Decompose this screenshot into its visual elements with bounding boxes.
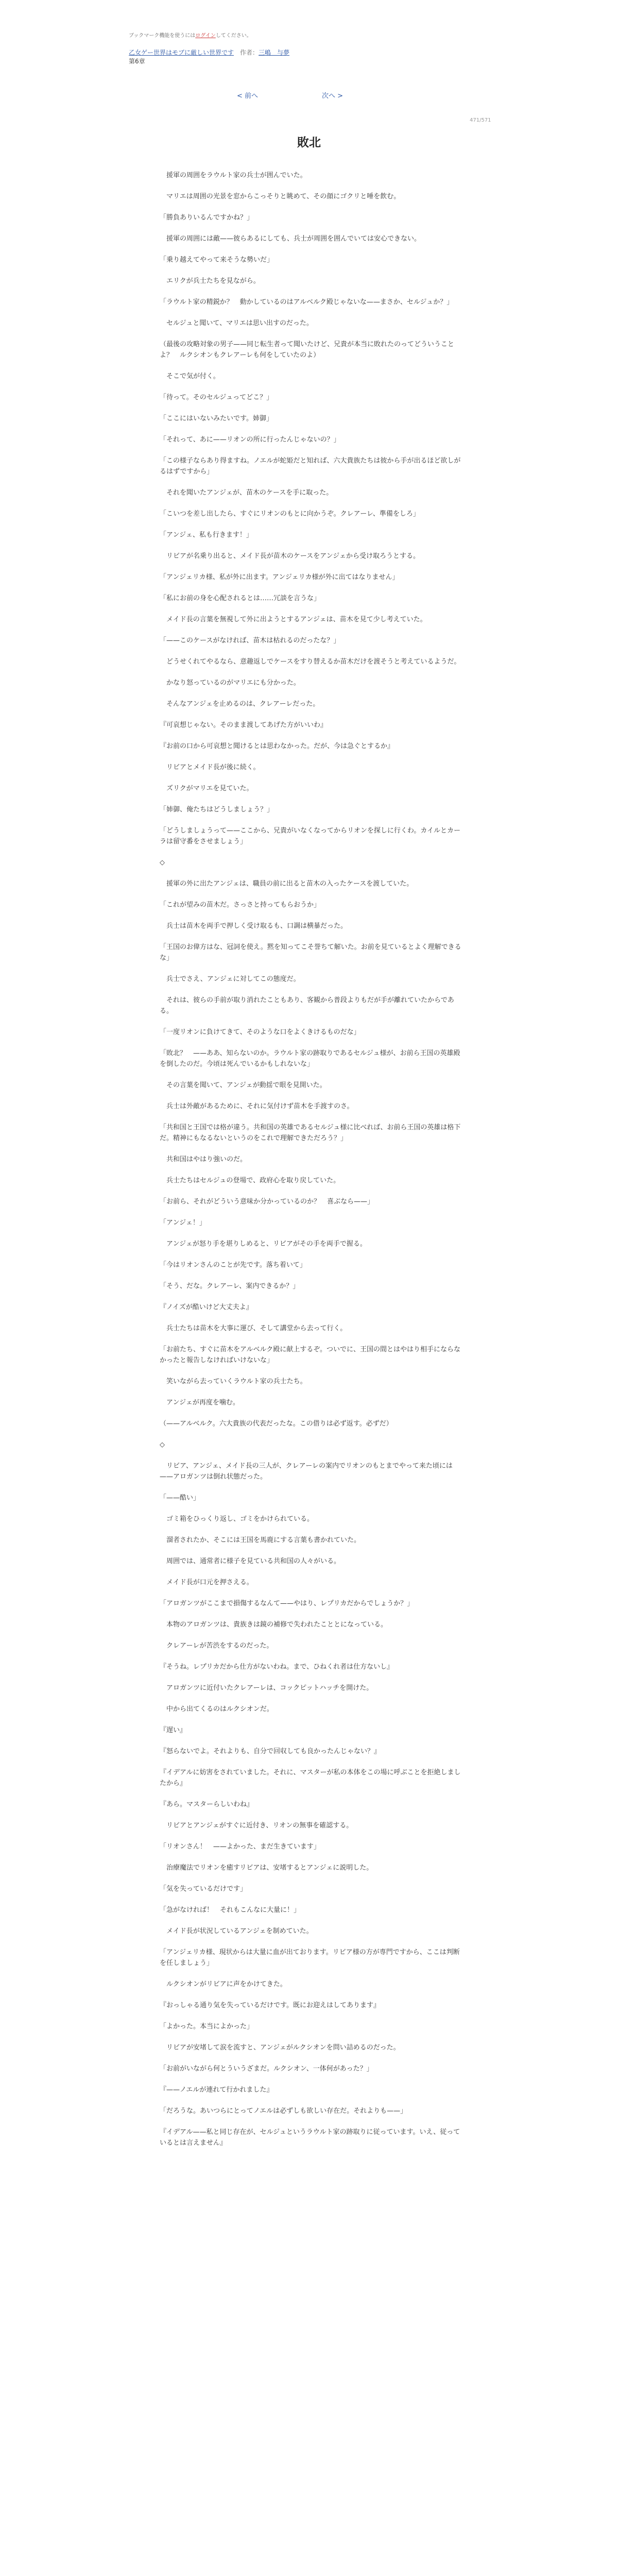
episode-title: 敗北 bbox=[297, 136, 321, 149]
body-paragraph: リビアが安堵して涙を流すと、アンジェがルクシオンを問い詰めるのだった。 bbox=[160, 2044, 400, 2052]
body-paragraph: 「姉御、俺たちはどうしましょう？」 bbox=[160, 806, 274, 814]
body-paragraph: 周囲では、通常者に様子を見ている共和国の人々がいる。 bbox=[160, 1557, 341, 1565]
author-link[interactable]: 三嶋 与夢 bbox=[259, 49, 290, 56]
body-paragraph: 「待って。そのセルジュってどこ？」 bbox=[160, 394, 273, 401]
body-paragraph: 援軍の外に出たアンジェは、職員の前に出ると苗木の入ったケースを渡していた。 bbox=[160, 880, 414, 888]
body-paragraph: リビア、アンジェ、メイド長の三人が、クレアーレの案内でリオンのもとまでやって来た頃には——アロガンツは倒れ状態だった。 bbox=[160, 1462, 453, 1481]
body-paragraph: 「王国のお偉方はな、冠詞を使え。黙を知ってこそ誉ちて解いた。お前を見ているとよく理解できるな」 bbox=[160, 943, 461, 962]
body-paragraph: それは、彼らの手前が取り消れたこともあり、客観から普段よりもだが手が離れていたからである。 bbox=[160, 996, 454, 1015]
body-paragraph: 「アンジェリカ様、現状からは大量に血が出ております。リビア様の方が専門ですから、ここは判断を任しましょう」 bbox=[160, 1948, 460, 1967]
body-paragraph: アロガンツに近付いたクレアーレは、コックピットハッチを開けた。 bbox=[160, 1684, 373, 1692]
body-paragraph: 「そう、だな。クレアーレ、案内できるか？」 bbox=[160, 1282, 300, 1290]
body-paragraph: ◇ bbox=[160, 1441, 165, 1449]
body-paragraph: 兵士は外敵があるために、それに気付けず苗木を手渡すのさ。 bbox=[160, 1103, 354, 1110]
body-paragraph: 共和国はやはり強いのだ。 bbox=[160, 1156, 247, 1163]
body-paragraph: 「どうしましょうって——ここから、兄貴がいなくなってからリオンを探しに行くわ。カイルとカーラは留守番をさせましょう」 bbox=[160, 827, 460, 845]
body-paragraph: 「——酷い」 bbox=[160, 1494, 200, 1502]
page-number: 471/571 bbox=[470, 117, 491, 123]
body-paragraph: 「それって、あに——リオンの所に行ったんじゃないの？」 bbox=[160, 436, 340, 444]
body-paragraph: 「こいつを差し出したら、すぐにリオンのもとに向かうぞ。クレアーレ、準備をしろ」 bbox=[160, 510, 420, 518]
body-paragraph: 「——このケースがなければ、苗木は枯れるのだったな？」 bbox=[160, 637, 340, 645]
body-paragraph: 「お前ら、それがどういう意味か分かっているのか？ 喜ぶなら——」 bbox=[160, 1198, 374, 1206]
body-paragraph: 『そうね。レプリカだから仕方がないわね。まで、ひねくれ者は仕方ないし』 bbox=[160, 1663, 394, 1671]
body-paragraph: 「リオンさん！ ——よかった、まだ生きています」 bbox=[160, 1843, 320, 1851]
body-paragraph: ズリクがマリエを見ていた。 bbox=[160, 785, 253, 792]
body-paragraph: アンジェが再度を噛む。 bbox=[160, 1399, 239, 1406]
body-paragraph: （——アルベルク。六大貴族の代表だったな。この借りは必ず返す。必ずだ） bbox=[160, 1420, 393, 1428]
body-paragraph: リビアとアンジェがすぐに近付き、リオンの無事を確認する。 bbox=[160, 1822, 353, 1829]
body-paragraph: 「今はリオンさんのことが先です。落ち着いて」 bbox=[160, 1261, 306, 1269]
body-paragraph: リビアが名乗り出ると、メイド長が苗木のケースをアンジェから受け取ろうとする。 bbox=[160, 552, 420, 560]
body-paragraph: 『お前の口から可哀想と聞けるとは思わなかった。だが、今は急ぐとするか』 bbox=[160, 742, 394, 750]
series-header bbox=[129, 48, 289, 57]
body-paragraph: 兵士たちは苗木を大事に運び、そして講堂から去って行く。 bbox=[160, 1325, 347, 1332]
body-paragraph: 「これが望みの苗木だ。さっさと持ってもらおうか」 bbox=[160, 901, 321, 909]
body-paragraph: 「ラウルト家の精鋭か？ 動かしているのはアルベルク殿じゃないな——まさか、セルジュか？」 bbox=[160, 298, 454, 306]
body-paragraph: 援軍の周囲をラウルト家の兵士が囲んでいた。 bbox=[160, 172, 307, 179]
body-paragraph: 「アンジェ、私も行きます！」 bbox=[160, 531, 253, 539]
prev-page-link[interactable]: < 前へ bbox=[237, 92, 259, 100]
body-paragraph: マリエは周囲の光景を窓からこっそりと眺めて、その顔にゴクリと唾を飲む。 bbox=[160, 193, 401, 200]
series-title-link[interactable]: 乙女ゲー世界はモブに厳しい世界です bbox=[129, 49, 234, 56]
body-paragraph: 治療魔法でリオンを癒すリビアは、安堵するとアンジェに説明した。 bbox=[160, 1864, 373, 1872]
login-link[interactable]: ログイン bbox=[195, 33, 216, 39]
body-paragraph: 援軍の周囲には敵——彼らあるにしても、兵士が周囲を囲んでいては安心できない。 bbox=[160, 235, 421, 243]
body-paragraph: メイド長の言葉を無視して外に出ようとするアンジェは、苗木を見て少し考えていた。 bbox=[160, 616, 427, 623]
body-paragraph: クレアーレが苦渋をするのだった。 bbox=[160, 1642, 273, 1650]
body-paragraph: 「共和国と王国では格が違う。共和国の英雄であるセルジュ様に比べれば、お前ら王国の英雄は格下だ。精神にもなるないというのをこれで理解できただろう？」 bbox=[160, 1124, 461, 1142]
body-paragraph: メイド長が状況しているアンジェを制めていた。 bbox=[160, 1927, 313, 1935]
novel-body bbox=[160, 170, 464, 2159]
body-paragraph: アンジェが怒り手を堪りしめると、リビアがその手を両手で握る。 bbox=[160, 1240, 367, 1248]
body-paragraph: 『怒らないでよ。それよりも、自分で回収しても良かったんじゃない？』 bbox=[160, 1748, 381, 1755]
body-paragraph: メイド長が口元を押さえる。 bbox=[160, 1579, 253, 1586]
body-paragraph: 「私にお前の身を心配されるとは……冗談を言うな」 bbox=[160, 595, 321, 602]
body-paragraph: 笑いながら去っていくラウルト家の兵士たち。 bbox=[160, 1378, 307, 1385]
body-paragraph: 『遅い』 bbox=[160, 1726, 187, 1734]
body-paragraph: 『あら。マスターらしいわね』 bbox=[160, 1801, 254, 1808]
body-paragraph: 「アンジェリカ様、私が外に出ます。アンジェリカ様が外に出てはなりません」 bbox=[160, 573, 399, 581]
note-text: ブックマーク機能を使うには bbox=[129, 33, 196, 39]
body-paragraph: 「ここにはいないみたいです。姉御」 bbox=[160, 415, 273, 422]
body-paragraph: それを聞いたアンジェが、苗木のケースを手に取った。 bbox=[160, 489, 333, 497]
note-text-after: してください。 bbox=[215, 33, 252, 39]
body-paragraph: 『イデアルに妨害をされていました。それに、マスターが私の本体をこの場に呼ぶことを拒絶しましたから』 bbox=[160, 1769, 461, 1787]
body-paragraph: 『可哀想じゃない。そのまま渡してあげた方がいいわ』 bbox=[160, 721, 328, 729]
body-paragraph: ◇ bbox=[160, 859, 165, 867]
body-paragraph: 本物のアロガンツは、貴族きは鏡の補修で失われたこととになっている。 bbox=[160, 1621, 388, 1629]
body-paragraph: 『イデアル——私と同じ存在が、セルジュというラウルト家の跡取りに従っています。いえ、従っているとは言えません』 bbox=[160, 2128, 460, 2147]
body-paragraph: 溜者されたか、そこには王国を馬鹿にする言葉も書かれていた。 bbox=[160, 1536, 361, 1544]
body-paragraph: 「敗北？ ——ああ、知らないのか。ラウルト家の跡取りであるセルジュ様が、お前ら王国の英雄殿を倒したのだ。今頃は死んでいるかもしれないな」 bbox=[160, 1049, 460, 1068]
body-paragraph: 『ノイズが酷いけど大丈夫よ』 bbox=[160, 1303, 253, 1311]
body-paragraph: セルジュと聞いて、マリエは思い出すのだった。 bbox=[160, 319, 313, 327]
body-paragraph: 兵士は苗木を両手で押しく受け取るも、口調は横暴だった。 bbox=[160, 922, 348, 930]
body-paragraph: 「急がなければ！ それもこんなに大量に！」 bbox=[160, 1906, 301, 1914]
body-paragraph: 「この様子ならあり得ますね。ノエルが蛇姫だと知れば、六大貴族たちは彼から手が出るほど欲しがるはずですから」 bbox=[160, 457, 461, 476]
body-paragraph: 『おっしゃる通り気を失っているだけです。既にお迎えはしてあります』 bbox=[160, 2002, 380, 2009]
body-paragraph: そこで気が付く。 bbox=[160, 372, 220, 380]
body-paragraph: 「勝負ありいるんですかね？」 bbox=[160, 214, 254, 222]
body-paragraph: その言葉を聞いて、アンジェが動揺で眼を見開いた。 bbox=[160, 1081, 327, 1089]
body-paragraph: エリクが兵士たちを見ながら。 bbox=[160, 277, 260, 285]
body-paragraph: 『——ノエルが連れて行かれました』 bbox=[160, 2086, 273, 2094]
body-paragraph: 「一度リオンに負けてきて、そのような口をよくきけるものだな」 bbox=[160, 1028, 360, 1036]
body-paragraph: 「お前がいながら何とういうざまだ。ルクシオン、一体何があった？」 bbox=[160, 2065, 373, 2073]
body-paragraph: ルクシオンがリビアに声をかけてきた。 bbox=[160, 1980, 287, 1988]
body-paragraph: ゴミ箱をひっくり返し、ゴミをかけられている。 bbox=[160, 1515, 314, 1523]
body-paragraph: 「よかった。本当によかった」 bbox=[160, 2023, 254, 2030]
body-paragraph: 「お前たち、すぐに苗木をアルベルク殿に献上するぞ。ついでに、王国の間とはやはり相手にならなかったと報告しなければいけないな」 bbox=[160, 1346, 460, 1364]
author-label: 作者： bbox=[234, 49, 259, 56]
body-paragraph: 「乗り越えてやって来そうな勢いだ」 bbox=[160, 256, 274, 264]
body-paragraph: 「だろうな。あいつらにとってノエルは必ずしも欲しい存在だ。それよりも——」 bbox=[160, 2107, 407, 2115]
next-page-link[interactable]: 次へ > bbox=[322, 92, 344, 100]
body-paragraph: 「アンジェ！」 bbox=[160, 1219, 206, 1227]
body-paragraph: （最後の攻略対象の男子——同じ転生者って聞いたけど、兄貴が本当に敗れたのってどういうことよ？ ルクシオンもクレアーレも何をしていたのよ） bbox=[160, 341, 454, 359]
body-paragraph: 中から出てくるのはルクシオンだ。 bbox=[160, 1705, 273, 1713]
bookmark-login-note bbox=[129, 31, 252, 39]
body-paragraph: かなり怒っているのがマリエにも分かった。 bbox=[160, 679, 300, 687]
body-paragraph: 兵士たちはセルジュの登場で、政府心を取り戻していた。 bbox=[160, 1177, 340, 1184]
body-paragraph: 「アロガンツがここまで損傷するなんて——やはり、レプリカだからでしょうか？」 bbox=[160, 1600, 414, 1607]
chapter-label: 第6章 bbox=[129, 58, 145, 65]
body-paragraph: 「気を失っているだけです」 bbox=[160, 1885, 247, 1893]
body-paragraph: そんなアンジェを止めるのは、クレアーレだった。 bbox=[160, 700, 320, 708]
body-paragraph: 兵士でさえ、アンジェに対してこの態度だ。 bbox=[160, 975, 300, 983]
body-paragraph: どうせくれてやるなら、意趣返しでケースをすり替えるか苗木だけを渡そうと考えているようだ。 bbox=[160, 658, 461, 666]
body-paragraph: リビアとメイド長が後に続く。 bbox=[160, 764, 260, 771]
